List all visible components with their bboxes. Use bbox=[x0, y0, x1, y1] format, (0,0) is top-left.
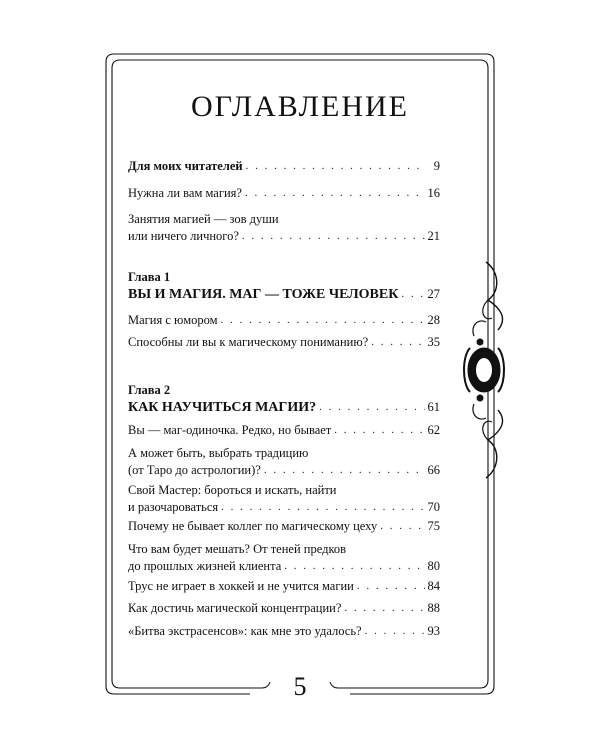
toc-entry[interactable] bbox=[128, 623, 440, 641]
toc-entry-title: Вы — маг-одиночка. Редко, но бывает bbox=[128, 423, 332, 437]
chapter-label: Глава 2 bbox=[128, 383, 171, 397]
dot-leader bbox=[221, 499, 424, 516]
toc-entry-chapter[interactable] bbox=[128, 286, 440, 304]
toc-entry-title: Нужна ли вам магия? bbox=[128, 186, 242, 200]
toc-page-number: 88 bbox=[427, 601, 440, 615]
toc-page-number: 70 bbox=[427, 500, 440, 514]
toc-page-number: 9 bbox=[433, 159, 440, 173]
toc-entry[interactable] bbox=[128, 445, 440, 480]
dot-leader bbox=[284, 558, 424, 575]
toc-page-number: 21 bbox=[427, 229, 440, 243]
toc-entry[interactable] bbox=[128, 211, 440, 246]
dot-leader bbox=[221, 312, 425, 329]
chapter-title: ВЫ И МАГИЯ. МАГ — ТОЖЕ ЧЕЛОВЕК bbox=[128, 287, 399, 302]
toc-entry[interactable] bbox=[128, 600, 440, 618]
toc-entry-title: Как достичь магической концентрации? bbox=[128, 601, 342, 615]
toc-entry-title: Что вам будет мешать? От теней предков bbox=[128, 542, 347, 556]
toc-entry-intro[interactable] bbox=[128, 158, 440, 176]
toc-entry[interactable] bbox=[128, 541, 440, 576]
dot-leader bbox=[242, 228, 425, 245]
toc-page-number: 28 bbox=[427, 313, 440, 327]
toc-entry-title: Магия с юмором bbox=[128, 313, 218, 327]
toc-page-number: 27 bbox=[427, 287, 440, 301]
dot-leader bbox=[380, 518, 424, 535]
toc-page-number: 66 bbox=[427, 463, 440, 477]
dot-leader bbox=[334, 422, 424, 439]
side-ornament bbox=[464, 262, 504, 478]
dot-leader bbox=[245, 185, 425, 202]
dot-leader bbox=[401, 286, 424, 303]
table-of-contents bbox=[128, 0, 440, 750]
dot-leader bbox=[344, 600, 424, 617]
toc-page-number: 80 bbox=[427, 559, 440, 573]
toc-entry[interactable] bbox=[128, 185, 440, 203]
toc-entry-title: Занятия магией — зов души bbox=[128, 212, 279, 226]
toc-entry-title-cont: и разочароваться bbox=[128, 500, 219, 514]
toc-entry-title: Почему не бывает коллег по магическому цеху bbox=[128, 519, 378, 533]
toc-page-number: 93 bbox=[427, 624, 440, 638]
toc-entry[interactable] bbox=[128, 312, 440, 330]
dot-leader bbox=[264, 462, 425, 479]
toc-page-number: 84 bbox=[427, 579, 440, 593]
toc-entry[interactable] bbox=[128, 578, 440, 596]
toc-entry-title: А может быть, выбрать традицию bbox=[128, 446, 309, 460]
toc-page-number: 62 bbox=[427, 423, 440, 437]
dot-leader bbox=[357, 578, 425, 595]
dot-leader bbox=[365, 623, 425, 640]
toc-page-number: 35 bbox=[427, 335, 440, 349]
toc-entry-title: Способны ли вы к магическому пониманию? bbox=[128, 335, 369, 349]
dot-leader bbox=[319, 399, 424, 416]
dot-leader bbox=[246, 158, 427, 175]
toc-entry[interactable] bbox=[128, 422, 440, 440]
dot-leader bbox=[371, 334, 424, 351]
toc-entry[interactable] bbox=[128, 482, 440, 517]
toc-entry-title: Свой Мастер: бороться и искать, найти bbox=[128, 483, 337, 497]
toc-page-number: 16 bbox=[427, 186, 440, 200]
page-number: 5 bbox=[293, 672, 307, 701]
page-title: ОГЛАВЛЕНИЕ bbox=[191, 90, 409, 123]
chapter-title: КАК НАУЧИТЬСЯ МАГИИ? bbox=[128, 400, 317, 415]
toc-entry-chapter[interactable] bbox=[128, 399, 440, 417]
toc-entry-title: Для моих читателей bbox=[128, 159, 243, 173]
toc-entry-title: Трус не играет в хоккей и не учится магии bbox=[128, 579, 354, 593]
toc-entry[interactable] bbox=[128, 518, 440, 536]
chapter-label: Глава 1 bbox=[128, 270, 171, 284]
toc-entry-title: «Битва экстрасенсов»: как мне это удалось? bbox=[128, 624, 362, 638]
toc-page-number: 75 bbox=[427, 519, 440, 533]
toc-entry[interactable] bbox=[128, 334, 440, 352]
toc-entry-title-cont: или ничего личного? bbox=[128, 229, 239, 243]
toc-page-number: 61 bbox=[427, 400, 440, 414]
toc-entry-title-cont: до прошлых жизней клиента bbox=[128, 559, 282, 573]
toc-entry-title-cont: (от Таро до астрологии)? bbox=[128, 463, 261, 477]
